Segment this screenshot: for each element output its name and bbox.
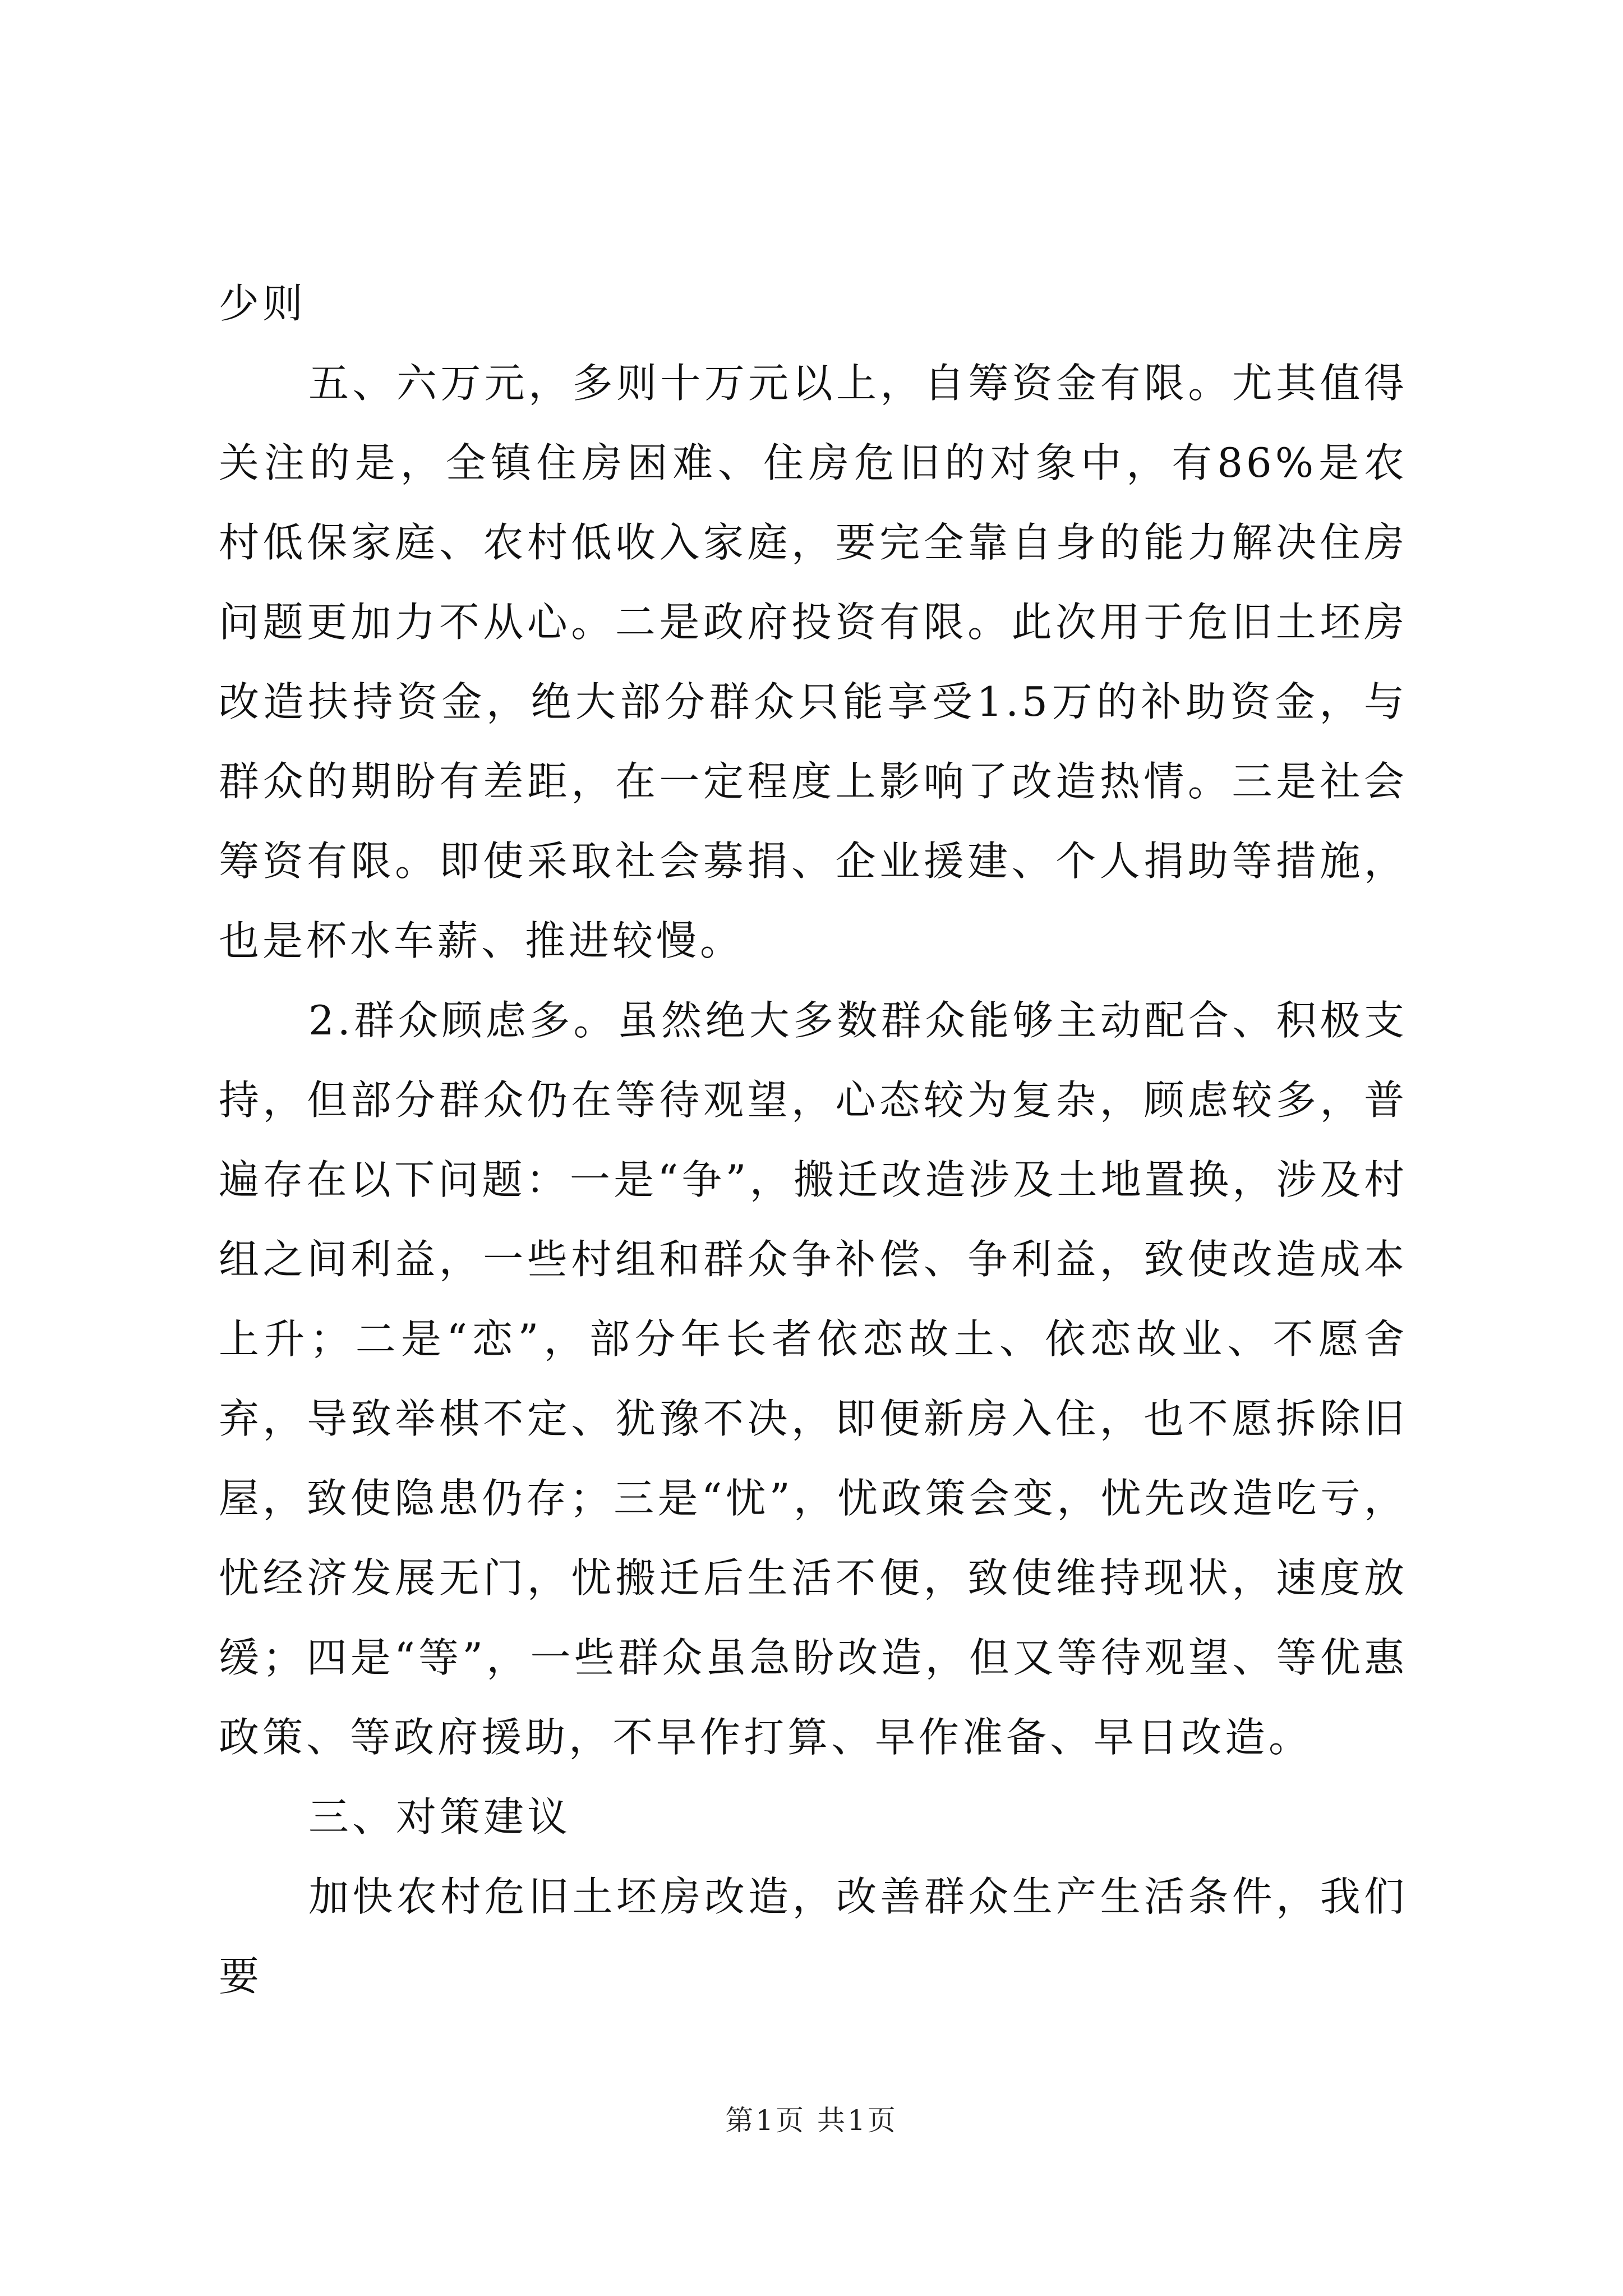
section-heading-suggestions: 三、对策建议 bbox=[308, 1793, 571, 1841]
paragraph-concerns: 2.群众顾虑多。虽然绝大多数群众能够主动配合、积极支持，但部分群众仍在等待观望，心态较为复杂，顾虑较多，普遍存在以下问题：一是“争”，搬迁改造涉及土地置换，涉及村组之间利益，一些村组和群众争补偿、争利益，致使改造成本上升；二是“恋”，部分年长者依恋故土、依恋故业、不愿舍弃，导致举棋不定、犹豫不决，即便新房入住，也不愿拆除旧屋，致使隐患仍存；三是“忧”，忧政策会变，忧先改造吃亏，忧经济发展无门，忧搬迁后生活不便，致使维持现状，速度放缓；四是“等”，一些群众虽急盼改造，但又等待观望、等优惠政策、等政府援助，不早作打算、早作准备、早日改造。 bbox=[219, 997, 1408, 1761]
document-body bbox=[219, 264, 1408, 2016]
paragraph-funding: 五、六万元，多则十万元以上，自筹资金有限。尤其值得关注的是，全镇住房困难、住房危旧的对象中，有86%是农村低保家庭、农村低收入家庭，要完全靠自身的能力解决住房问题更加力不从心。二是政府投资有限。此次用于危旧土坯房改造扶持资金，绝大部分群众只能享受1.5万的补助资金，与群众的期盼有差距，在一定程度上影响了改造热情。三是社会筹资有限。即使采取社会募捐、企业援建、个人捐助等措施，也是杯水车薪、推进较慢。 bbox=[219, 360, 1408, 964]
paragraph-suggestions-intro: 加快农村危旧土坯房改造，改善群众生产生活条件，我们要 bbox=[219, 1873, 1408, 2000]
page-footer: 第1页 共1页 bbox=[725, 2104, 898, 2137]
paragraph-continuation: 少则 bbox=[219, 280, 307, 327]
